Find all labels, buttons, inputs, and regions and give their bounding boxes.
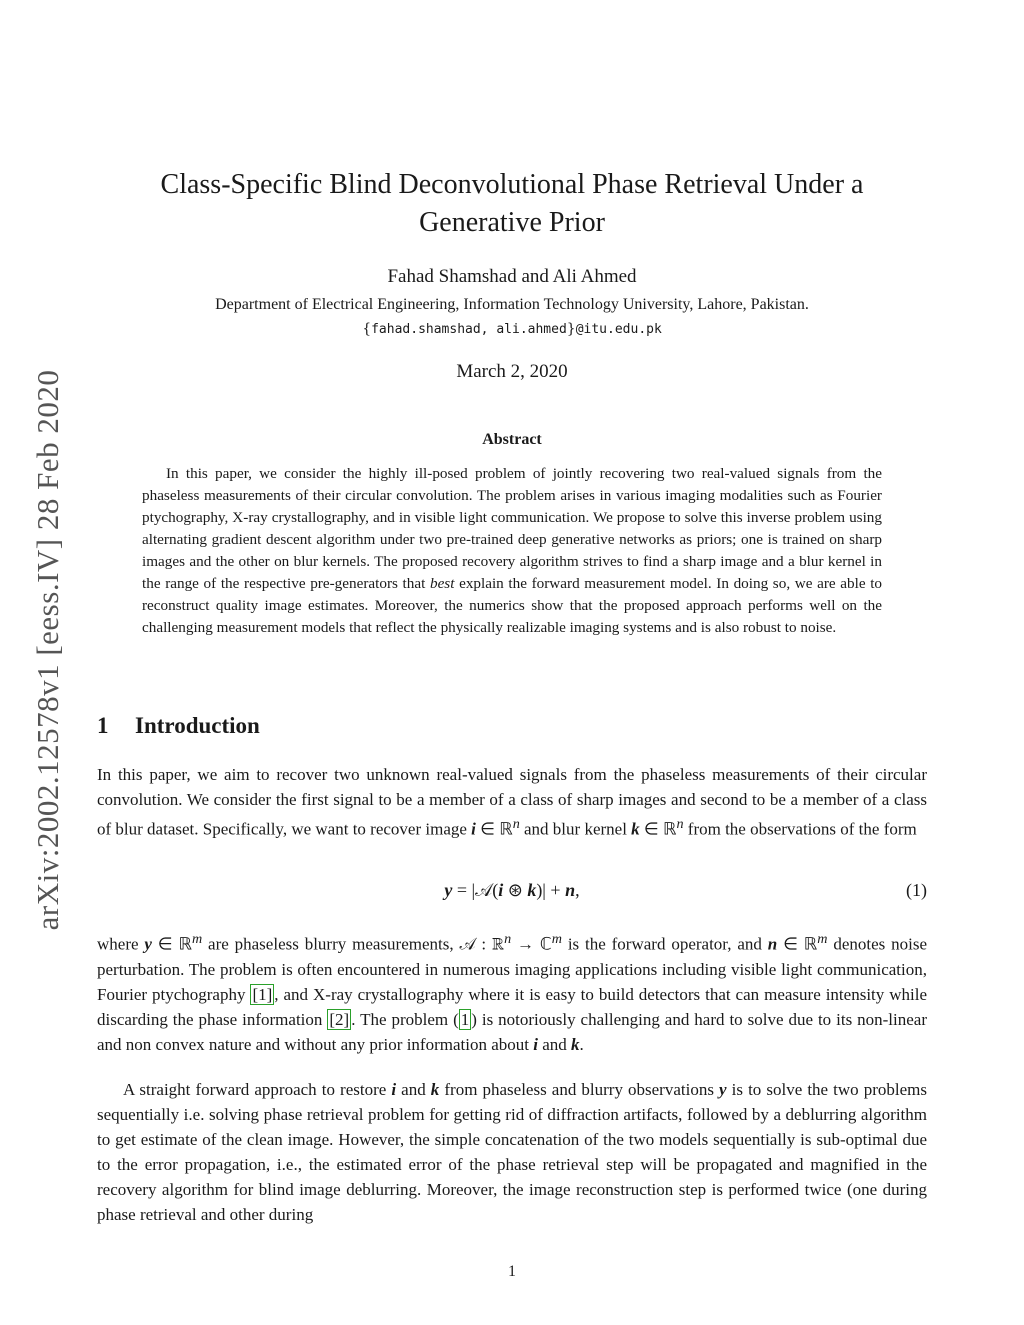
email-names: fahad.shamshad, ali.ahmed xyxy=(371,322,567,337)
paper-date: March 2, 2020 xyxy=(456,361,568,382)
citation-2[interactable]: [2] xyxy=(329,1009,350,1029)
equation-reference[interactable]: 1 xyxy=(460,1009,470,1029)
page-number: 1 xyxy=(508,1263,516,1280)
equation-body: y = |𝒜(i ⊛ k)| + n, xyxy=(444,880,580,900)
brace-close: } xyxy=(566,321,576,337)
abstract-heading: Abstract xyxy=(482,431,542,448)
abstract-text: In this paper, we consider the highly ill-posed problem of jointly recovering two real-valued signals from the phaseless measurements of their circular convolution. The problem arises in various imaging modalities such as Fourier ptychography, X-ray crystallography, and in visible light communication. We propose to solve this inverse problem using alternating gradient descent algorithm under two pre-trained deep generative networks as priors; one is trained on sharp images and the other on blur kernels. The proposed recovery algorithm strives to find a sharp image and a blur kernel in the range of the respective pre-generators that best explain the forward measurement model. In doing so, we are able to reconstruct quality image estimates. Moreover, the numerics show that the proposed approach performs well on the challenging measurement models that reflect the physically realizable imaging systems and is also robust to noise. xyxy=(142,465,883,636)
section-number: 1 xyxy=(97,713,109,738)
email-domain: @itu.edu.pk xyxy=(575,322,662,337)
paper-title: Class-Specific Blind Deconvolutional Phase Retrieval Under a Generative Prior xyxy=(160,169,864,238)
section-title: Introduction xyxy=(135,713,260,738)
author-emails[interactable] xyxy=(0,321,1024,337)
arxiv-identifier: arXiv:2002.12578v1 [eess.IV] 28 Feb 2020 xyxy=(30,369,65,931)
citation-1[interactable]: [1] xyxy=(252,984,273,1004)
intro-paragraph-3: A straight forward approach to restore i and k from phaseless and blurry observations y is to solve the two problems sequentially i.e. solving phase retrieval problem for getting rid of diffraction artifacts, followed by a deblurring algorithm to get estimate of the clean image. However, the simple concatenation of the two models sequentially is sub-optimal due to the error propagation, i.e., the estimated error of the phase retrieval step will be propagated and magnified in the recovery algorithm for blind image deblurring. Moreover, the image reconstruction step is performed twice (one during phase retrieval and other during xyxy=(97,1080,928,1224)
intro-paragraph-2: where y ∈ ℝ$^m$ are phaseless blurry measurements, 𝒜 : ℝ$^n$ → ℂ$^m$ is the forward operator, and n ∈ ℝ$^m$ denotes noise perturbation. The problem is often encountered in numerous imaging applications including visible light communication, Fourier ptychography [1] , and X-ray crystallography where it is easy to build detectors that can measure intensity while discarding the phase information [2] . The problem ( 1 ) is notoriously challenging and hard to solve due to its non-linear and non convex nature and without any prior information about i and k. xyxy=(97,931,928,1054)
emphasis-best: best xyxy=(429,575,455,592)
brace-open: { xyxy=(362,321,372,337)
equation-1 xyxy=(97,880,927,910)
authors: Fahad Shamshad and Ali Ahmed xyxy=(387,266,637,287)
intro-paragraph-1: In this paper, we aim to recover two unknown real-valued signals from the phaseless measurements of their circular convolution. We consider the first signal to be a member of a class of sharp images and second to be a member of a class of blur dataset. Specifically, we want to recover image i ∈ ℝ$^n$ and blur kernel k ∈ ℝ$^n$ from the observations of the form xyxy=(97,765,927,839)
section-heading-introduction xyxy=(97,713,260,739)
affiliation: Department of Electrical Engineering, Information Technology University, Lahore, Pakistan. xyxy=(215,296,809,313)
equation-number: (1) xyxy=(906,880,927,900)
